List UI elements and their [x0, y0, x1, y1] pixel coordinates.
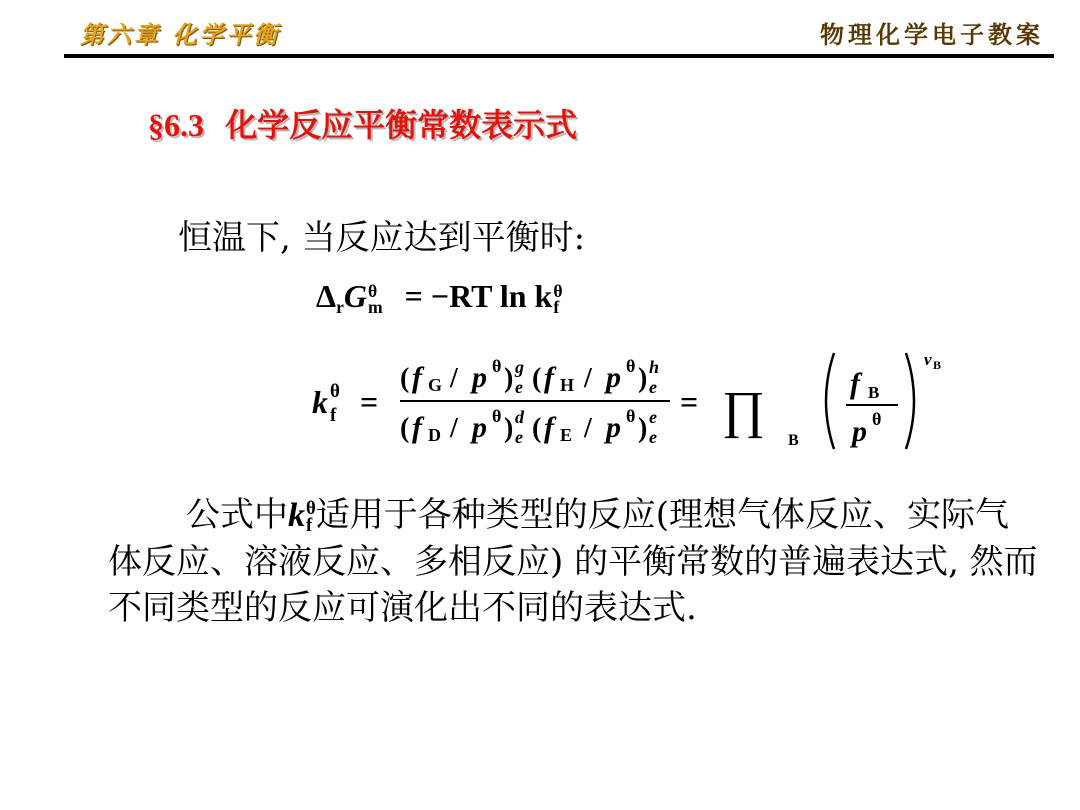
equation-kf [312, 345, 972, 465]
denominator-p2: p [606, 411, 621, 444]
denominator-slash: / [450, 413, 458, 444]
inline-k-sup: θ [306, 498, 316, 520]
equals-sign-2: = [680, 384, 699, 420]
numerator-e2: e [649, 377, 657, 397]
paragraph-lead: 公式中 [186, 495, 288, 535]
gibbs-subscript: m [367, 296, 383, 317]
section-number: §6.3 [148, 107, 204, 143]
product-subscript: B [788, 432, 799, 449]
denominator-exp1: d [515, 407, 524, 427]
numerator-p1: p [472, 361, 487, 394]
denominator-close2: ) [638, 413, 648, 444]
numerator-close2: ) [638, 363, 648, 394]
denominator-open2: ( [532, 413, 542, 444]
header-divider [64, 54, 1054, 58]
kf-subscript: f [330, 405, 337, 426]
numerator-f2-sub: H [560, 375, 575, 395]
gibbs-superscript: θ [367, 280, 378, 301]
section-title-text: 化学反应平衡常数表示式 [225, 106, 578, 144]
equation-gibbs [316, 278, 563, 318]
equation-rhs: = −RT ln k [404, 278, 553, 314]
denominator-f2: f [544, 411, 554, 444]
denominator-e1: e [515, 427, 523, 447]
power-symbol: ν [924, 350, 932, 369]
delta-symbol: Δ [316, 278, 337, 314]
numerator-f2: f [544, 361, 554, 394]
kf-symbol: k [312, 384, 328, 420]
right-paren [906, 353, 914, 449]
denominator-exp2: e [649, 407, 657, 427]
numerator-exp2: h [649, 357, 660, 377]
denominator-f1-sub: D [428, 425, 441, 445]
inline-k: k [288, 497, 305, 534]
frac-denominator-sup: θ [872, 409, 882, 429]
k-superscript: θ [553, 280, 563, 301]
denominator-f2-sub: E [560, 425, 573, 445]
frac-numerator-sub: B [868, 383, 880, 402]
equals-sign: = [360, 384, 379, 420]
denominator-theta2: θ [626, 406, 636, 426]
numerator-open2: ( [532, 363, 542, 394]
numerator-theta1: θ [492, 356, 502, 376]
denominator-slash2: / [584, 413, 592, 444]
denominator-p1: p [472, 411, 487, 444]
numerator-e1: e [515, 377, 523, 397]
paragraph-body: 适用于各种类型的反应(理想气体反应、实际气体反应、溶液反应、多相反应) 的平衡常数的普遍表达式, 然而不同类型的反应可演化出不同的表达式. [108, 495, 1038, 628]
denominator-close1: ) [504, 413, 514, 444]
numerator-p2: p [606, 361, 621, 394]
k-subscript: f [553, 296, 560, 317]
product-symbol: ∏ [722, 382, 765, 439]
chapter-label: 第六章 化学平衡 [80, 20, 281, 49]
inline-k-sub: f [306, 515, 313, 537]
numerator-close1: ) [504, 363, 514, 394]
numerator-open: ( [400, 363, 410, 394]
denominator-f1: f [412, 411, 422, 444]
intro-text: 恒温下, 当反应达到平衡时: [178, 218, 586, 258]
numerator-theta2: θ [626, 356, 636, 376]
numerator-slash: / [450, 363, 458, 394]
denominator-open: ( [400, 413, 410, 444]
inline-kf [288, 497, 316, 537]
frac-denominator: p [852, 415, 867, 448]
section-title [148, 100, 577, 146]
gibbs-symbol: G [343, 278, 367, 314]
denominator-theta1: θ [492, 406, 502, 426]
numerator-exp1: g [515, 357, 524, 377]
delta-subscript: r [336, 297, 344, 318]
course-label: 物理化学电子教案 [820, 20, 1044, 49]
denominator-e2: e [649, 427, 657, 447]
kf-superscript: θ [330, 381, 340, 402]
numerator-f1-sub: G [428, 375, 443, 395]
frac-numerator: f [850, 367, 860, 400]
numerator-slash2: / [584, 363, 592, 394]
power-subscript: B [933, 358, 942, 372]
numerator-f1: f [412, 361, 422, 394]
body-paragraph [108, 492, 1038, 631]
left-paren [826, 353, 834, 449]
